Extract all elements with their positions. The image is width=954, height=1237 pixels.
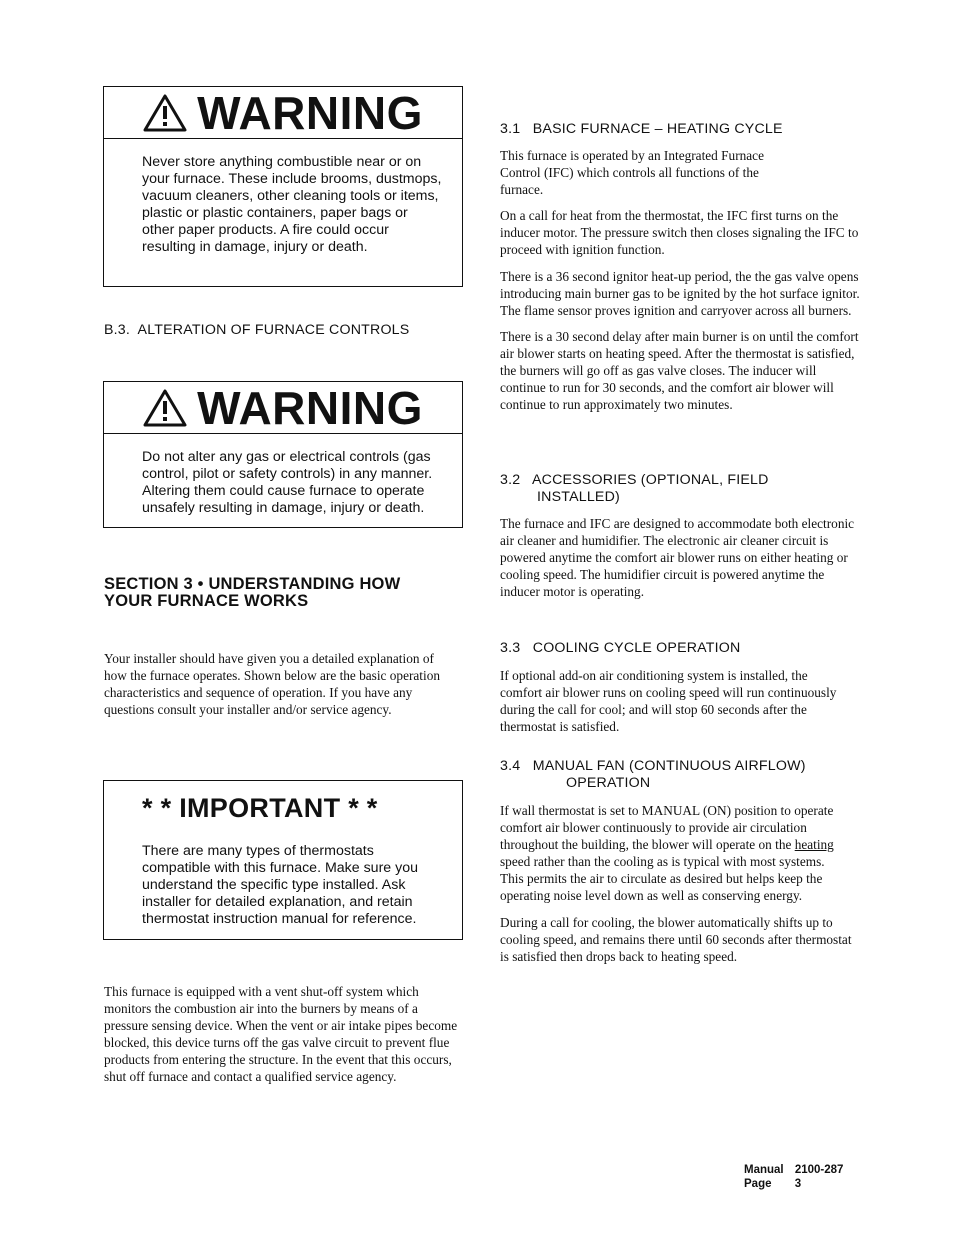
text-run: If wall thermostat is set to MANUAL (ON) position to operate comfort air blower continuously to provide air circulation throughout the building, the blower will operate on the: [500, 803, 834, 853]
heating-cycle-text: [500, 147, 860, 413]
warning-box-storage: [103, 86, 463, 287]
footer-page-row: [744, 1177, 843, 1191]
section-heading-3-1: 3.1 BASIC FURNACE – HEATING CYCLE: [500, 121, 783, 137]
paragraph: [500, 802, 840, 905]
important-text: There are many types of thermostats compatible with this furnace. Make sure you understand the specific type installed. Ask installer for detailed explanation, and retain thermostat instruction manual for reference.: [142, 843, 418, 927]
cooling-paragraph: If optional add-on air conditioning system is installed, the comfort air blower runs on cooling speed will run continuously during the call for cool; and will stop 60 seconds after the thermostat is satisfied.: [500, 668, 837, 735]
warning-text: Never store anything combustible near or on your furnace. These include brooms, dustmops, vacuum cleaners, other cleaning tools or items, plastic or plastic containers, paper bags or other paper products. A fire could occur resulting in damage, injury or death.: [142, 154, 442, 255]
intro-paragraph: Your installer should have given you a detailed explanation of how the furnace operates. Shown below are the basic operation characteristics and sequence of operation. If you have any questions consult your installer and/or service agency.: [104, 651, 440, 718]
warning-triangle-icon: [143, 389, 187, 427]
manual-label: Manual: [744, 1164, 784, 1176]
section-heading-b3: B.3. ALTERATION OF FURNACE CONTROLS: [104, 322, 410, 338]
paragraph: There is a 36 second ignitor heat-up period, the the gas valve opens introducing main burner gas to be ignited by the hot surface ignitor. The flame sensor proves ignition and carryover across all burners.: [500, 268, 860, 318]
warning-box-controls: [103, 381, 463, 528]
important-title: * * IMPORTANT * *: [142, 793, 378, 823]
warning-triangle-icon: [143, 94, 187, 132]
heading-line: OPERATION: [566, 775, 651, 791]
text-run: speed rather than the cooling as is typical with most systems. This permits the air to circulate as desired but helps keep the operating noise level down as well as conserving energy.: [500, 854, 825, 904]
accessories-paragraph: The furnace and IFC are designed to accommodate both electronic air cleaner and humidifier. The electronic air cleaner circuit is powered anytime the comfort air blower runs on either heating or cooling speed. The humidifier circuit is powered anytime the inducer motor is operating.: [500, 516, 855, 600]
section-title-line: SECTION 3 • UNDERSTANDING HOW: [104, 575, 401, 593]
section-title: [104, 576, 400, 610]
footer-manual-row: [744, 1163, 843, 1177]
page-number: 3: [794, 1178, 802, 1190]
warning-header: [104, 87, 462, 139]
important-box: [103, 780, 463, 940]
paragraph: There is a 30 second delay after main burner is on until the comfort air blower starts on heating speed. After the thermostat is satisfied, the burners will go off as gas valve closes. The inducer will continue to run for 30 seconds, and the comfort air blower will continue to run approximately two minutes.: [500, 328, 859, 413]
heading-line: INSTALLED): [537, 489, 620, 505]
warning-title: WARNING: [197, 381, 423, 434]
heading-line: 3.4 MANUAL FAN (CONTINUOUS AIRFLOW): [500, 758, 806, 774]
paragraph: This furnace is operated by an Integrated Furnace Control (IFC) which controls all functions of the furnace.: [500, 148, 764, 198]
manual-fan-text: [500, 802, 852, 965]
warning-title: WARNING: [197, 86, 423, 139]
underlined-word: heating: [794, 837, 834, 853]
warning-text: Do not alter any gas or electrical controls (gas control, pilot or safety controls) in any manner. Altering them could cause furnace to operate unsafely resulting in damage, injury or death.: [142, 449, 433, 516]
section-heading-3-3: 3.3 COOLING CYCLE OPERATION: [500, 640, 741, 656]
section-title-line: YOUR FURNACE WORKS: [104, 592, 309, 610]
page-label: Page: [744, 1178, 772, 1190]
manual-number: 2100-287: [794, 1164, 844, 1176]
page-footer: [744, 1163, 843, 1191]
paragraph: During a call for cooling, the blower automatically shifts up to cooling speed, and remains there until 60 seconds after thermostat is satisfied then drops back to heating speed.: [500, 914, 852, 964]
warning-header: [104, 382, 462, 434]
section-heading-3-2: [500, 472, 769, 506]
vent-paragraph: This furnace is equipped with a vent shut-off system which monitors the combustion air into the burners by means of a pressure sensing device. When the vent or air intake pipes become blocked, this device turns off the gas valve circuit to prevent flue products from entering the structure. In the event that this occurs, shut off furnace and contact a qualified service agency.: [104, 984, 458, 1085]
paragraph: On a call for heat from the thermostat, the IFC first turns on the inducer motor. The pressure switch then closes signaling the IFC to proceed with ignition function.: [500, 208, 859, 258]
section-heading-3-4: [500, 758, 806, 792]
heading-line: 3.2 ACCESSORIES (OPTIONAL, FIELD: [500, 472, 769, 488]
